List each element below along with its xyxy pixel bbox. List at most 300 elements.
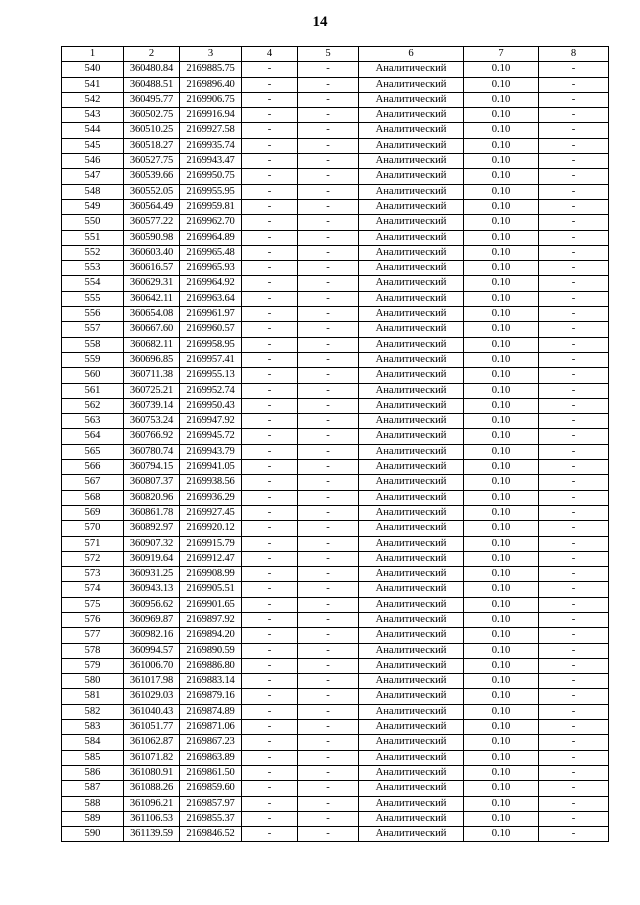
col8-cell: - [539, 827, 609, 842]
col8-cell: - [539, 169, 609, 184]
accuracy-cell: 0.10 [464, 628, 539, 643]
x-coordinate-cell: 360766.92 [124, 429, 180, 444]
accuracy-cell: 0.10 [464, 720, 539, 735]
col4-cell: - [242, 429, 298, 444]
column-header: 3 [180, 47, 242, 62]
method-cell: Аналитический [359, 735, 464, 750]
y-coordinate-cell: 2169894.20 [180, 628, 242, 643]
point-number-cell: 578 [62, 643, 124, 658]
point-number-cell: 569 [62, 505, 124, 520]
col4-cell: - [242, 735, 298, 750]
col8-cell: - [539, 536, 609, 551]
table-row [62, 720, 609, 735]
y-coordinate-cell: 2169901.65 [180, 597, 242, 612]
col4-cell: - [242, 674, 298, 689]
y-coordinate-cell: 2169959.81 [180, 199, 242, 214]
point-number-cell: 582 [62, 704, 124, 719]
y-coordinate-cell: 2169905.51 [180, 582, 242, 597]
method-cell: Аналитический [359, 444, 464, 459]
x-coordinate-cell: 360943.13 [124, 582, 180, 597]
accuracy-cell: 0.10 [464, 322, 539, 337]
point-number-cell: 544 [62, 123, 124, 138]
col4-cell: - [242, 811, 298, 826]
method-cell: Аналитический [359, 199, 464, 214]
col8-cell: - [539, 62, 609, 77]
table-row [62, 276, 609, 291]
table-row [62, 811, 609, 826]
table-row [62, 460, 609, 475]
col5-cell: - [298, 460, 359, 475]
accuracy-cell: 0.10 [464, 781, 539, 796]
col4-cell: - [242, 261, 298, 276]
table-row [62, 154, 609, 169]
x-coordinate-cell: 360919.64 [124, 551, 180, 566]
table-row [62, 689, 609, 704]
accuracy-cell: 0.10 [464, 337, 539, 352]
col8-cell: - [539, 291, 609, 306]
accuracy-cell: 0.10 [464, 811, 539, 826]
col5-cell: - [298, 184, 359, 199]
table-row [62, 184, 609, 199]
col4-cell: - [242, 215, 298, 230]
method-cell: Аналитический [359, 276, 464, 291]
accuracy-cell: 0.10 [464, 658, 539, 673]
col5-cell: - [298, 383, 359, 398]
col4-cell: - [242, 291, 298, 306]
table-row [62, 551, 609, 566]
accuracy-cell: 0.10 [464, 444, 539, 459]
y-coordinate-cell: 2169846.52 [180, 827, 242, 842]
x-coordinate-cell: 360820.96 [124, 490, 180, 505]
col5-cell: - [298, 245, 359, 260]
column-header: 1 [62, 47, 124, 62]
accuracy-cell: 0.10 [464, 597, 539, 612]
accuracy-cell: 0.10 [464, 276, 539, 291]
accuracy-cell: 0.10 [464, 138, 539, 153]
x-coordinate-cell: 360892.97 [124, 521, 180, 536]
accuracy-cell: 0.10 [464, 77, 539, 92]
col4-cell: - [242, 199, 298, 214]
point-number-cell: 542 [62, 92, 124, 107]
accuracy-cell: 0.10 [464, 475, 539, 490]
x-coordinate-cell: 360495.77 [124, 92, 180, 107]
col5-cell: - [298, 735, 359, 750]
accuracy-cell: 0.10 [464, 827, 539, 842]
y-coordinate-cell: 2169883.14 [180, 674, 242, 689]
col8-cell: - [539, 567, 609, 582]
x-coordinate-cell: 360682.11 [124, 337, 180, 352]
method-cell: Аналитический [359, 490, 464, 505]
point-number-cell: 580 [62, 674, 124, 689]
method-cell: Аналитический [359, 689, 464, 704]
table-row [62, 398, 609, 413]
col4-cell: - [242, 414, 298, 429]
method-cell: Аналитический [359, 352, 464, 367]
point-number-cell: 553 [62, 261, 124, 276]
table-row [62, 781, 609, 796]
point-number-cell: 579 [62, 658, 124, 673]
method-cell: Аналитический [359, 521, 464, 536]
method-cell: Аналитический [359, 138, 464, 153]
col5-cell: - [298, 674, 359, 689]
table-row [62, 169, 609, 184]
coordinates-table [61, 46, 609, 842]
col8-cell: - [539, 628, 609, 643]
col5-cell: - [298, 337, 359, 352]
point-number-cell: 565 [62, 444, 124, 459]
col8-cell: - [539, 414, 609, 429]
y-coordinate-cell: 2169941.05 [180, 460, 242, 475]
method-cell: Аналитический [359, 612, 464, 627]
y-coordinate-cell: 2169916.94 [180, 108, 242, 123]
x-coordinate-cell: 361029.03 [124, 689, 180, 704]
col5-cell: - [298, 750, 359, 765]
x-coordinate-cell: 360711.38 [124, 368, 180, 383]
y-coordinate-cell: 2169912.47 [180, 551, 242, 566]
col8-cell: - [539, 108, 609, 123]
col8-cell: - [539, 276, 609, 291]
col4-cell: - [242, 704, 298, 719]
accuracy-cell: 0.10 [464, 505, 539, 520]
table-row [62, 245, 609, 260]
y-coordinate-cell: 2169861.50 [180, 765, 242, 780]
col4-cell: - [242, 62, 298, 77]
col4-cell: - [242, 689, 298, 704]
point-number-cell: 559 [62, 352, 124, 367]
col5-cell: - [298, 658, 359, 673]
table-row [62, 827, 609, 842]
y-coordinate-cell: 2169965.48 [180, 245, 242, 260]
col4-cell: - [242, 490, 298, 505]
y-coordinate-cell: 2169955.95 [180, 184, 242, 199]
col4-cell: - [242, 368, 298, 383]
point-number-cell: 548 [62, 184, 124, 199]
col5-cell: - [298, 414, 359, 429]
y-coordinate-cell: 2169958.95 [180, 337, 242, 352]
y-coordinate-cell: 2169896.40 [180, 77, 242, 92]
table-row [62, 643, 609, 658]
method-cell: Аналитический [359, 796, 464, 811]
method-cell: Аналитический [359, 582, 464, 597]
x-coordinate-cell: 361051.77 [124, 720, 180, 735]
method-cell: Аналитический [359, 429, 464, 444]
col4-cell: - [242, 184, 298, 199]
x-coordinate-cell: 361006.70 [124, 658, 180, 673]
x-coordinate-cell: 361088.26 [124, 781, 180, 796]
col4-cell: - [242, 108, 298, 123]
col8-cell: - [539, 658, 609, 673]
y-coordinate-cell: 2169915.79 [180, 536, 242, 551]
method-cell: Аналитический [359, 245, 464, 260]
accuracy-cell: 0.10 [464, 368, 539, 383]
accuracy-cell: 0.10 [464, 352, 539, 367]
col4-cell: - [242, 322, 298, 337]
col5-cell: - [298, 765, 359, 780]
col8-cell: - [539, 735, 609, 750]
col5-cell: - [298, 689, 359, 704]
col5-cell: - [298, 536, 359, 551]
col5-cell: - [298, 92, 359, 107]
table-row [62, 796, 609, 811]
col5-cell: - [298, 521, 359, 536]
method-cell: Аналитический [359, 750, 464, 765]
table-row [62, 337, 609, 352]
col5-cell: - [298, 475, 359, 490]
y-coordinate-cell: 2169960.57 [180, 322, 242, 337]
method-cell: Аналитический [359, 322, 464, 337]
x-coordinate-cell: 360480.84 [124, 62, 180, 77]
x-coordinate-cell: 361017.98 [124, 674, 180, 689]
x-coordinate-cell: 360753.24 [124, 414, 180, 429]
col4-cell: - [242, 658, 298, 673]
accuracy-cell: 0.10 [464, 245, 539, 260]
table-row [62, 567, 609, 582]
x-coordinate-cell: 360725.21 [124, 383, 180, 398]
x-coordinate-cell: 360739.14 [124, 398, 180, 413]
col4-cell: - [242, 307, 298, 322]
col8-cell: - [539, 612, 609, 627]
accuracy-cell: 0.10 [464, 674, 539, 689]
col4-cell: - [242, 169, 298, 184]
col8-cell: - [539, 460, 609, 475]
col5-cell: - [298, 643, 359, 658]
col8-cell: - [539, 643, 609, 658]
col5-cell: - [298, 291, 359, 306]
table-row [62, 322, 609, 337]
accuracy-cell: 0.10 [464, 184, 539, 199]
x-coordinate-cell: 360982.16 [124, 628, 180, 643]
table-row [62, 597, 609, 612]
table-row [62, 230, 609, 245]
col5-cell: - [298, 704, 359, 719]
method-cell: Аналитический [359, 383, 464, 398]
y-coordinate-cell: 2169957.41 [180, 352, 242, 367]
col4-cell: - [242, 230, 298, 245]
method-cell: Аналитический [359, 368, 464, 383]
col4-cell: - [242, 444, 298, 459]
col8-cell: - [539, 123, 609, 138]
col5-cell: - [298, 62, 359, 77]
y-coordinate-cell: 2169859.60 [180, 781, 242, 796]
point-number-cell: 549 [62, 199, 124, 214]
method-cell: Аналитический [359, 567, 464, 582]
y-coordinate-cell: 2169952.74 [180, 383, 242, 398]
table-row [62, 674, 609, 689]
method-cell: Аналитический [359, 169, 464, 184]
point-number-cell: 561 [62, 383, 124, 398]
col8-cell: - [539, 429, 609, 444]
col5-cell: - [298, 215, 359, 230]
accuracy-cell: 0.10 [464, 750, 539, 765]
x-coordinate-cell: 360488.51 [124, 77, 180, 92]
method-cell: Аналитический [359, 597, 464, 612]
col8-cell: - [539, 77, 609, 92]
x-coordinate-cell: 360969.87 [124, 612, 180, 627]
col4-cell: - [242, 352, 298, 367]
x-coordinate-cell: 360518.27 [124, 138, 180, 153]
col4-cell: - [242, 460, 298, 475]
point-number-cell: 589 [62, 811, 124, 826]
point-number-cell: 554 [62, 276, 124, 291]
x-coordinate-cell: 360590.98 [124, 230, 180, 245]
point-number-cell: 546 [62, 154, 124, 169]
col8-cell: - [539, 597, 609, 612]
accuracy-cell: 0.10 [464, 429, 539, 444]
y-coordinate-cell: 2169947.92 [180, 414, 242, 429]
point-number-cell: 581 [62, 689, 124, 704]
method-cell: Аналитический [359, 398, 464, 413]
y-coordinate-cell: 2169890.59 [180, 643, 242, 658]
accuracy-cell: 0.10 [464, 307, 539, 322]
y-coordinate-cell: 2169927.58 [180, 123, 242, 138]
y-coordinate-cell: 2169871.06 [180, 720, 242, 735]
table-row [62, 77, 609, 92]
method-cell: Аналитический [359, 460, 464, 475]
point-number-cell: 573 [62, 567, 124, 582]
table-row [62, 414, 609, 429]
col4-cell: - [242, 398, 298, 413]
col4-cell: - [242, 567, 298, 582]
table-row [62, 368, 609, 383]
method-cell: Аналитический [359, 551, 464, 566]
method-cell: Аналитический [359, 505, 464, 520]
x-coordinate-cell: 360861.78 [124, 505, 180, 520]
table-row [62, 628, 609, 643]
col8-cell: - [539, 368, 609, 383]
col4-cell: - [242, 92, 298, 107]
col8-cell: - [539, 490, 609, 505]
col5-cell: - [298, 77, 359, 92]
table-row [62, 138, 609, 153]
col8-cell: - [539, 261, 609, 276]
col8-cell: - [539, 582, 609, 597]
col8-cell: - [539, 322, 609, 337]
col8-cell: - [539, 781, 609, 796]
point-number-cell: 572 [62, 551, 124, 566]
point-number-cell: 577 [62, 628, 124, 643]
accuracy-cell: 0.10 [464, 261, 539, 276]
table-row [62, 536, 609, 551]
x-coordinate-cell: 360642.11 [124, 291, 180, 306]
table-row [62, 383, 609, 398]
col4-cell: - [242, 597, 298, 612]
col5-cell: - [298, 138, 359, 153]
y-coordinate-cell: 2169879.16 [180, 689, 242, 704]
table-row [62, 108, 609, 123]
y-coordinate-cell: 2169943.79 [180, 444, 242, 459]
x-coordinate-cell: 360616.57 [124, 261, 180, 276]
accuracy-cell: 0.10 [464, 291, 539, 306]
col8-cell: - [539, 199, 609, 214]
accuracy-cell: 0.10 [464, 383, 539, 398]
accuracy-cell: 0.10 [464, 521, 539, 536]
accuracy-cell: 0.10 [464, 398, 539, 413]
col8-cell: - [539, 475, 609, 490]
accuracy-cell: 0.10 [464, 460, 539, 475]
x-coordinate-cell: 360994.57 [124, 643, 180, 658]
y-coordinate-cell: 2169950.43 [180, 398, 242, 413]
point-number-cell: 567 [62, 475, 124, 490]
col4-cell: - [242, 337, 298, 352]
table-row [62, 429, 609, 444]
x-coordinate-cell: 360794.15 [124, 460, 180, 475]
y-coordinate-cell: 2169920.12 [180, 521, 242, 536]
y-coordinate-cell: 2169857.97 [180, 796, 242, 811]
col8-cell: - [539, 92, 609, 107]
y-coordinate-cell: 2169961.97 [180, 307, 242, 322]
column-header: 7 [464, 47, 539, 62]
method-cell: Аналитический [359, 215, 464, 230]
point-number-cell: 583 [62, 720, 124, 735]
y-coordinate-cell: 2169965.93 [180, 261, 242, 276]
col8-cell: - [539, 230, 609, 245]
x-coordinate-cell: 360629.31 [124, 276, 180, 291]
x-coordinate-cell: 361071.82 [124, 750, 180, 765]
column-header: 8 [539, 47, 609, 62]
col4-cell: - [242, 383, 298, 398]
col5-cell: - [298, 811, 359, 826]
col5-cell: - [298, 567, 359, 582]
y-coordinate-cell: 2169927.45 [180, 505, 242, 520]
col8-cell: - [539, 138, 609, 153]
method-cell: Аналитический [359, 337, 464, 352]
x-coordinate-cell: 361096.21 [124, 796, 180, 811]
col5-cell: - [298, 551, 359, 566]
col4-cell: - [242, 750, 298, 765]
x-coordinate-cell: 360654.08 [124, 307, 180, 322]
method-cell: Аналитический [359, 658, 464, 673]
accuracy-cell: 0.10 [464, 154, 539, 169]
col5-cell: - [298, 307, 359, 322]
col5-cell: - [298, 796, 359, 811]
col5-cell: - [298, 490, 359, 505]
col4-cell: - [242, 245, 298, 260]
y-coordinate-cell: 2169855.37 [180, 811, 242, 826]
x-coordinate-cell: 360577.22 [124, 215, 180, 230]
method-cell: Аналитический [359, 704, 464, 719]
table-row [62, 765, 609, 780]
y-coordinate-cell: 2169863.89 [180, 750, 242, 765]
accuracy-cell: 0.10 [464, 689, 539, 704]
table-row [62, 735, 609, 750]
accuracy-cell: 0.10 [464, 230, 539, 245]
accuracy-cell: 0.10 [464, 199, 539, 214]
y-coordinate-cell: 2169906.75 [180, 92, 242, 107]
col4-cell: - [242, 154, 298, 169]
table-body [62, 62, 609, 842]
col4-cell: - [242, 643, 298, 658]
col5-cell: - [298, 169, 359, 184]
y-coordinate-cell: 2169943.47 [180, 154, 242, 169]
point-number-cell: 566 [62, 460, 124, 475]
x-coordinate-cell: 360807.37 [124, 475, 180, 490]
col8-cell: - [539, 811, 609, 826]
col5-cell: - [298, 199, 359, 214]
method-cell: Аналитический [359, 230, 464, 245]
point-number-cell: 540 [62, 62, 124, 77]
accuracy-cell: 0.10 [464, 567, 539, 582]
col8-cell: - [539, 444, 609, 459]
column-header: 6 [359, 47, 464, 62]
method-cell: Аналитический [359, 781, 464, 796]
y-coordinate-cell: 2169885.75 [180, 62, 242, 77]
col5-cell: - [298, 628, 359, 643]
accuracy-cell: 0.10 [464, 490, 539, 505]
col4-cell: - [242, 612, 298, 627]
col5-cell: - [298, 429, 359, 444]
point-number-cell: 586 [62, 765, 124, 780]
col8-cell: - [539, 720, 609, 735]
